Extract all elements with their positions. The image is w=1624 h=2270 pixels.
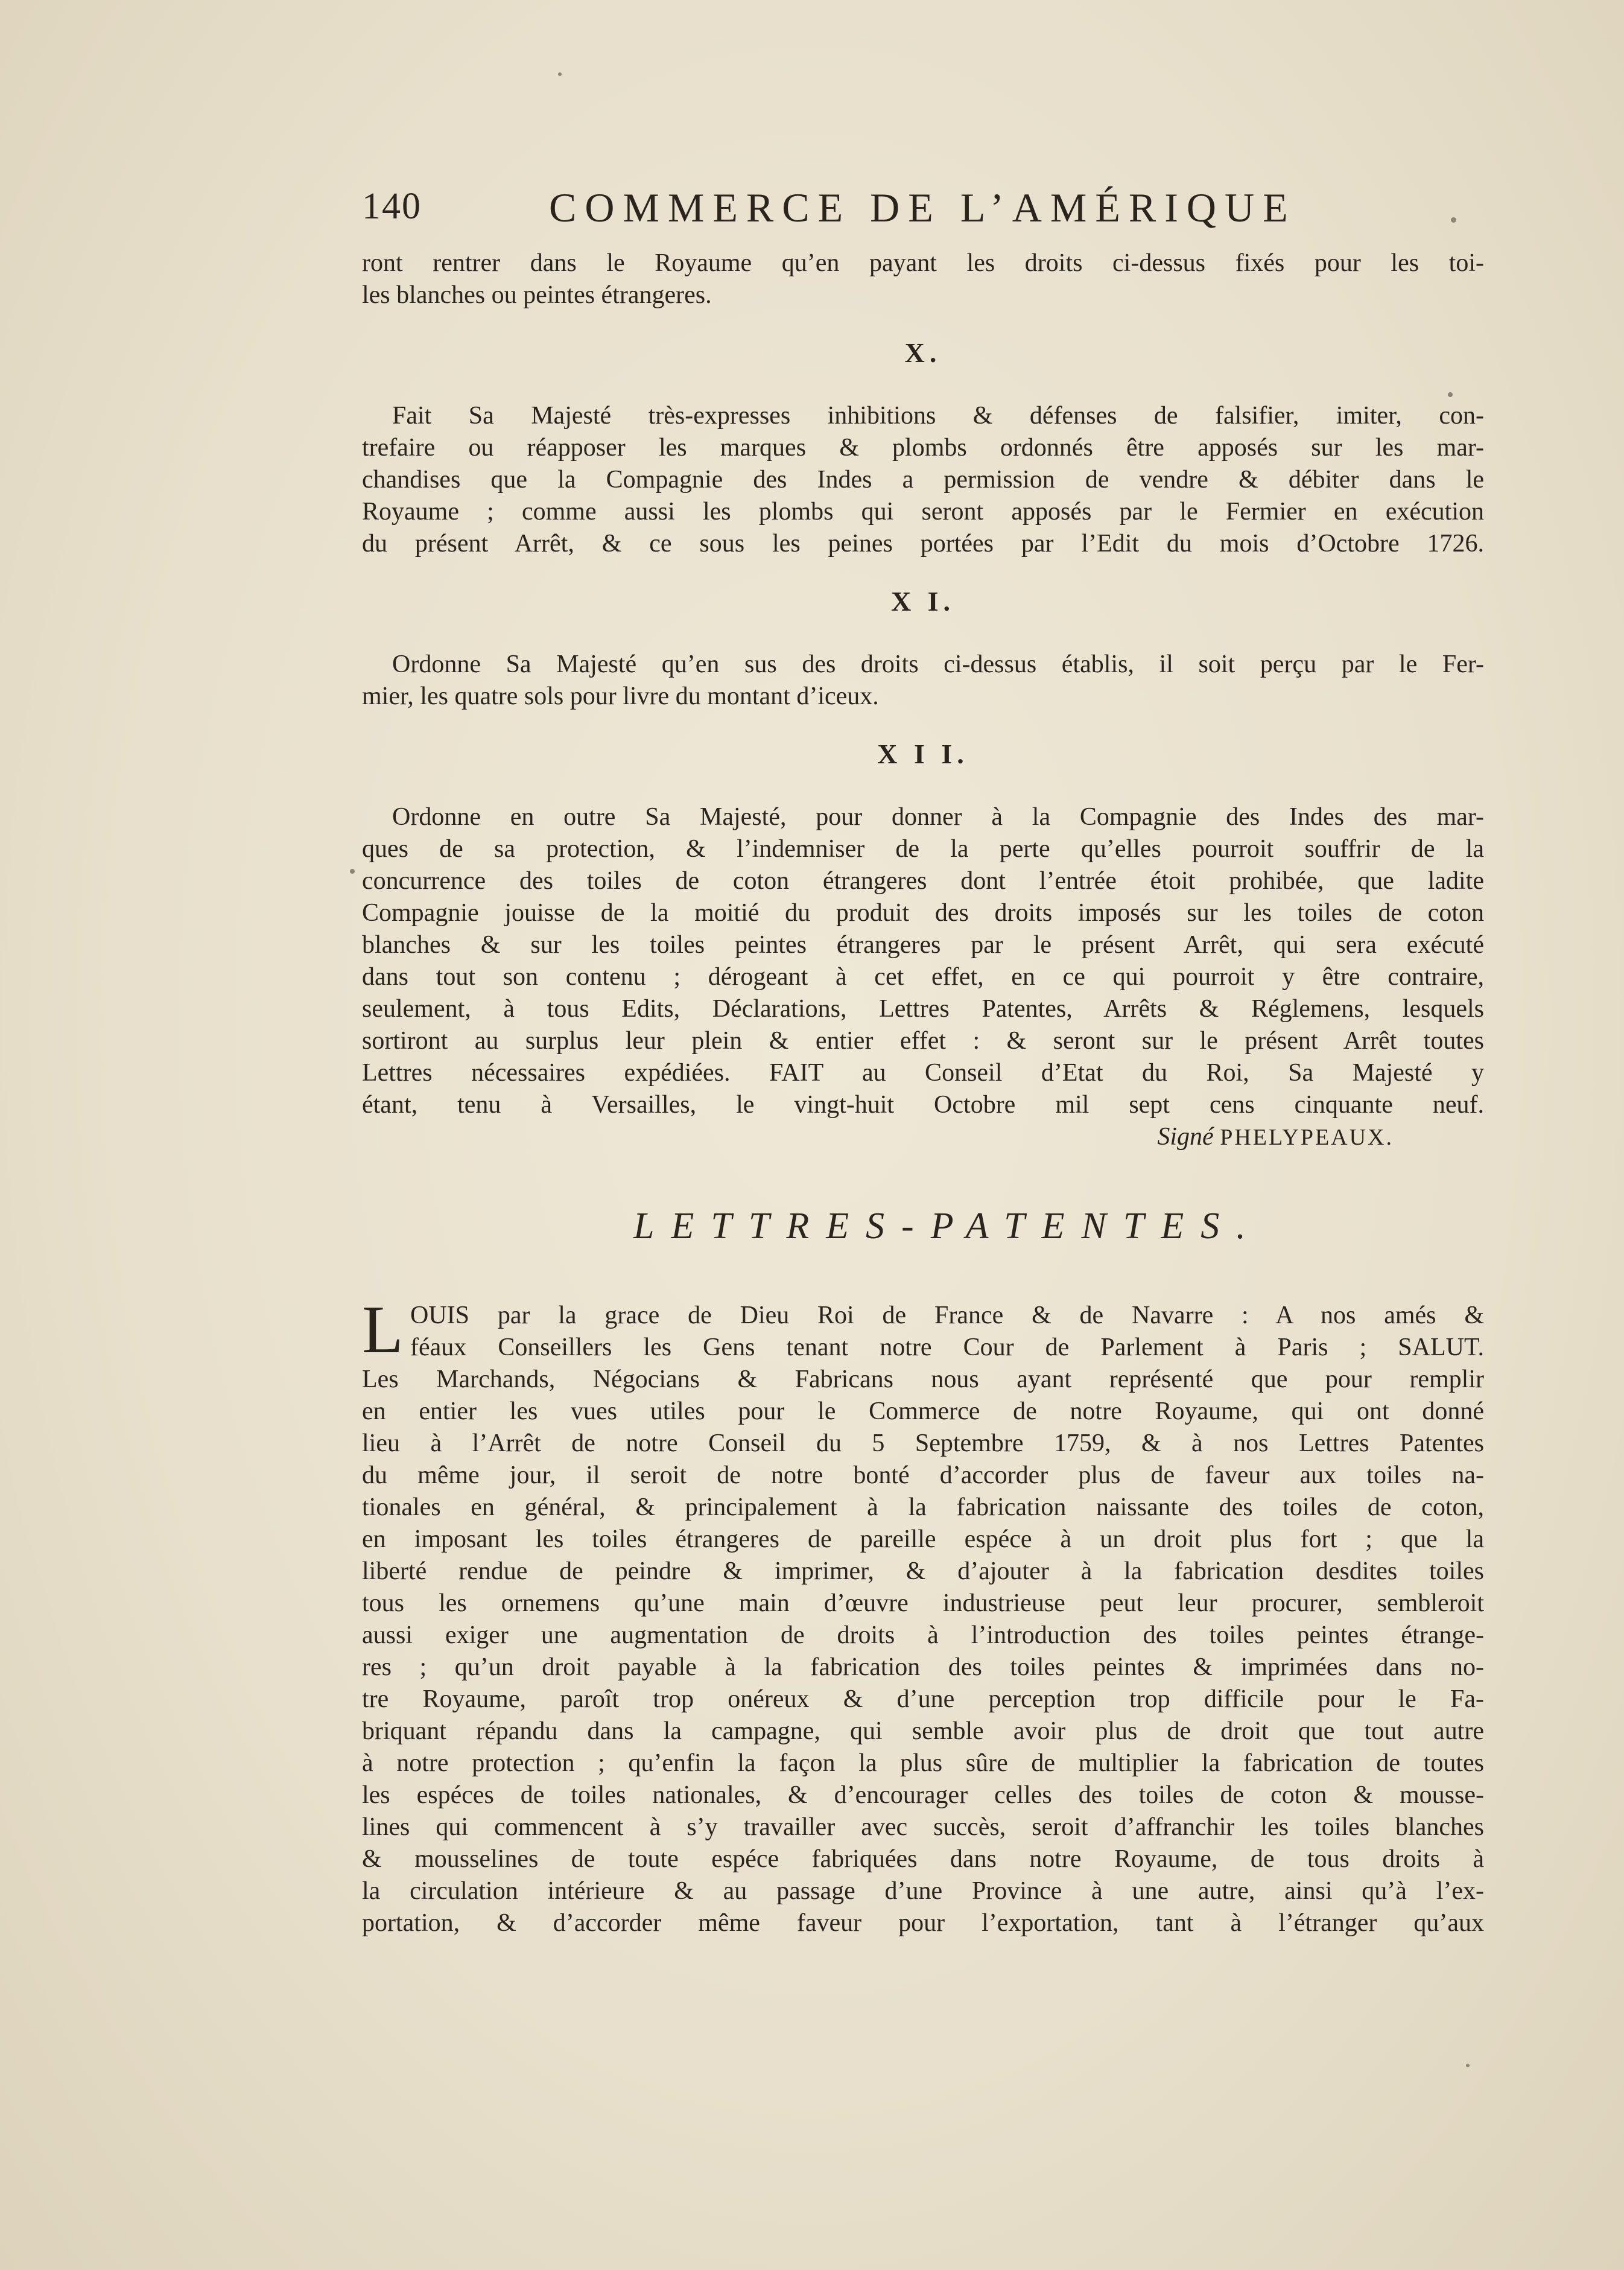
- text-line: féaux Conseillers les Gens tenant notre Cour de Parlement à Paris ; SALUT.: [410, 1334, 1484, 1361]
- text-line: OUIS par la grace de Dieu Roi de France & de Navarre : A nos amés &: [410, 1302, 1484, 1329]
- text-line: Lettres nécessaires expédiées. FAIT au Conseil d’Etat du Roi, Sa Majesté y: [362, 1059, 1484, 1087]
- text-line: les blanches ou peintes étrangeres.: [362, 281, 712, 309]
- text-line: res ; qu’un droit payable à la fabrication des toiles peintes & imprimées dans no-: [362, 1653, 1484, 1681]
- text-line: ront rentrer dans le Royaume qu’en payant les droits ci-dessus fixés pour les toi-: [362, 249, 1484, 277]
- text-line: tre Royaume, paroît trop onéreux & d’une perception trop difficile pour le Fa-: [362, 1685, 1484, 1713]
- text-line: aussi exiger une augmentation de droits à l’introduction des toiles peintes étrange-: [362, 1621, 1484, 1649]
- text-line: Royaume ; comme aussi les plombs qui seront apposés par le Fermier en exécution: [362, 498, 1484, 526]
- article-xii-paragraph: [362, 801, 1484, 1153]
- text-line: ques de sa protection, & l’indemniser de la perte qu’elles pourroit souffrir de la: [362, 835, 1484, 863]
- paper-speck: [350, 869, 355, 874]
- text-line: chandises que la Compagnie des Indes a permission de vendre & débiter dans le: [362, 466, 1484, 494]
- text-line: mier, les quatre sols pour livre du montant d’iceux.: [362, 682, 879, 710]
- article-numeral-x: X.: [904, 337, 942, 368]
- text-line: lieu à l’Arrêt de notre Conseil du 5 Septembre 1759, & à nos Lettres Patentes: [362, 1429, 1484, 1457]
- page-number: 140: [362, 186, 422, 227]
- text-line: tous les ornemens qu’une main d’œuvre industrieuse peut leur procurer, sembleroit: [362, 1589, 1484, 1617]
- text-line: en imposant les toiles étrangeres de pareille espéce à un droit plus fort ; que la: [362, 1525, 1484, 1553]
- paper-speck: [558, 72, 562, 76]
- text-line: en entier les vues utiles pour le Commerce de notre Royaume, qui ont donné: [362, 1397, 1484, 1425]
- article-numeral-xii: X I I.: [877, 739, 969, 769]
- lettres-patentes-paragraph: [362, 1292, 1484, 1939]
- text-line: à notre protection ; qu’enfin la façon la plus sûre de multiplier la fabrication de toutes: [362, 1749, 1484, 1777]
- text-line: Compagnie jouisse de la moitié du produit des droits imposés sur les toiles de coton: [362, 899, 1484, 927]
- text-line: sortiront au surplus leur plein & entier effet : & seront sur le présent Arrêt toutes: [362, 1027, 1484, 1055]
- signature-name: PHELYPEAUX.: [1220, 1125, 1394, 1150]
- text-line: seulement, à tous Edits, Déclarations, Lettres Patentes, Arrêts & Réglemens, lesquels: [362, 995, 1484, 1023]
- page-body: [362, 247, 1484, 1939]
- signature: [362, 1121, 1484, 1153]
- paper-speck: [1448, 392, 1453, 397]
- text-line: du même jour, il seroit de notre bonté d’accorder plus de faveur aux toiles na-: [362, 1461, 1484, 1489]
- text-line: Les Marchands, Négocians & Fabricans nous ayant représenté que pour remplir: [362, 1365, 1484, 1393]
- page-header: [362, 184, 1508, 238]
- drop-cap: L: [362, 1292, 404, 1367]
- text-line: dans tout son contenu ; dérogeant à cet effet, en ce qui pourroit y être contraire,: [362, 963, 1484, 991]
- article-x-paragraph: [362, 400, 1484, 560]
- text-line: concurrence des toiles de coton étrangeres dont l’entrée étoit prohibée, que ladite: [362, 867, 1484, 895]
- section-title: LETTRES-PATENTES.: [633, 1206, 1263, 1247]
- text-line: les espéces de toiles nationales, & d’encourager celles des toiles de coton & mousse-: [362, 1781, 1484, 1809]
- text-line: briquant répandu dans la campagne, qui semble avoir plus de droit que tout autre: [362, 1717, 1484, 1745]
- article-xi-paragraph: [362, 649, 1484, 713]
- text-line: étant, tenu à Versailles, le vingt-huit Octobre mil sept cens cinquante neuf.: [362, 1091, 1484, 1119]
- text-line: blanches & sur les toiles peintes étrangeres par le présent Arrêt, qui sera exécuté: [362, 931, 1484, 959]
- text-line: du présent Arrêt, & ce sous les peines portées par l’Edit du mois d’Octobre 1726.: [362, 530, 1484, 558]
- text-line: & mousselines de toute espéce fabriquées dans notre Royaume, de tous droits à: [362, 1845, 1484, 1873]
- text-line: lines qui commencent à s’y travailler avec succès, seroit d’affranchir les toiles blanches: [362, 1813, 1484, 1841]
- text-line: Ordonne en outre Sa Majesté, pour donner à la Compagnie des Indes des mar-: [392, 803, 1484, 831]
- opening-paragraph: [362, 247, 1484, 311]
- text-line: Ordonne Sa Majesté qu’en sus des droits ci-dessus établis, il soit perçu par le Fer-: [392, 650, 1484, 678]
- text-line: Fait Sa Majesté très-expresses inhibitions & défenses de falsifier, imiter, con-: [392, 402, 1484, 430]
- paper-speck: [1466, 2064, 1470, 2067]
- text-line: trefaire ou réapposer les marques & plombs ordonnés être apposés sur les mar-: [362, 434, 1484, 462]
- text-line: liberté rendue de peindre & imprimer, & d’ajouter à la fabrication desdites toiles: [362, 1557, 1484, 1585]
- text-line: portation, & d’accorder même faveur pour l’exportation, tant à l’étranger qu’aux: [362, 1909, 1484, 1937]
- text-line: la circulation intérieure & au passage d’une Province à une autre, ainsi qu’à l’ex-: [362, 1877, 1484, 1905]
- paper-speck: [1451, 217, 1456, 223]
- article-numeral-xi: X I.: [890, 586, 956, 617]
- text-line: tionales en général, & principalement à la fabrication naissante des toiles de coton,: [362, 1493, 1484, 1521]
- running-title: COMMERCE DE L’AMÉRIQUE: [549, 185, 1296, 230]
- signature-prefix: Signé: [1157, 1123, 1214, 1151]
